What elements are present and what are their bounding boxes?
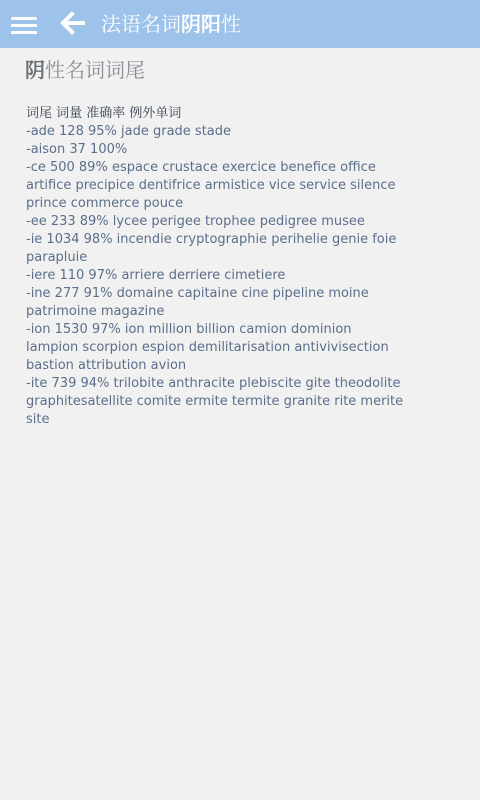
back-arrow-icon[interactable]: [59, 11, 85, 35]
table-row: -ine 277 91% domaine capitaine cine pipeline moine patrimoine magazine: [26, 286, 369, 319]
table-row: -ce 500 89% espace crustace exercice benefice office artifice precipice dentifrice armistice vice service silence prince commerce pouce: [26, 160, 396, 211]
app-bar: [0, 0, 480, 48]
table-row: -aison 37 100%: [26, 142, 128, 157]
app-title-suffix: 性: [221, 12, 241, 36]
suffix-table: [26, 105, 406, 427]
table-header: 词尾 词量 准确率 例外单词: [26, 106, 182, 121]
page-heading: [25, 56, 145, 84]
table-row: -ion 1530 97% ion million billion camion dominion lampion scorpion espion demilitarisation antivivisection bastion attribution avion: [26, 322, 389, 373]
app-title: [101, 11, 241, 37]
table-row: -ite 739 94% trilobite anthracite plebiscite gite theodolite graphitesatellite comite ermite termite granite rite merite site: [26, 376, 404, 427]
menu-icon-line-bottom: [11, 31, 37, 34]
page-heading-rest: 性名词词尾: [45, 58, 145, 82]
app-title-prefix: 法语名词: [101, 12, 181, 36]
table-row: -ie 1034 98% incendie cryptographie perihelie genie foie parapluie: [26, 232, 397, 265]
app-title-highlight: 阴阳: [181, 12, 221, 36]
menu-icon-line-top: [11, 17, 37, 20]
table-row: -ade 128 95% jade grade stade: [26, 124, 232, 139]
page-heading-highlight: 阴: [25, 58, 45, 82]
menu-icon-line-middle: [11, 24, 37, 27]
table-row: -iere 110 97% arriere derriere cimetiere: [26, 268, 286, 283]
table-row: -ee 233 89% lycee perigee trophee pedigree musee: [26, 214, 365, 229]
menu-icon[interactable]: [11, 17, 37, 35]
